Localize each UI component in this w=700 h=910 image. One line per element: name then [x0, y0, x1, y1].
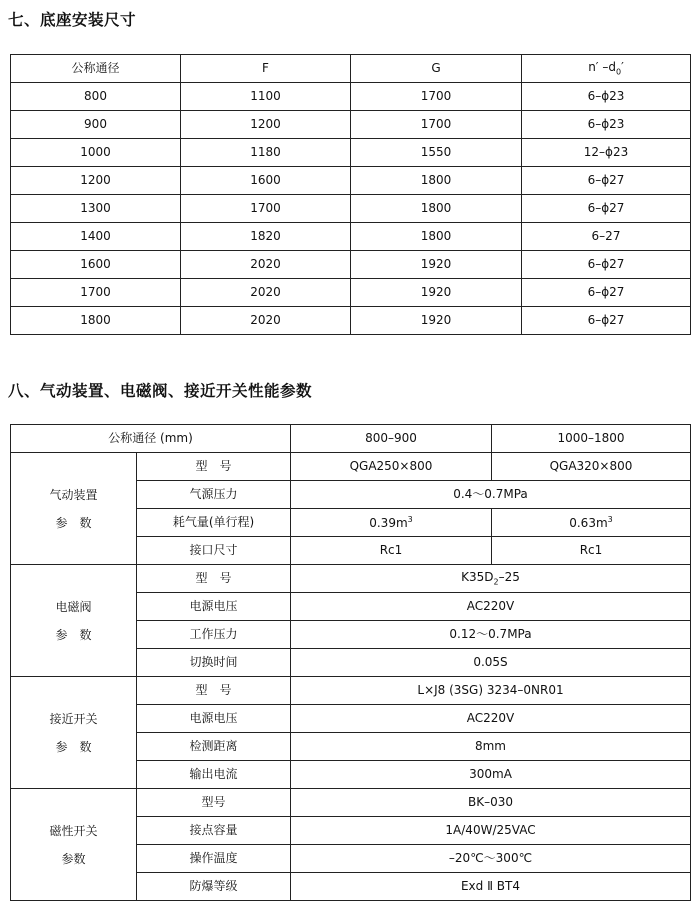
group-pneumatic: 气动装置 参 数: [11, 453, 137, 565]
label-model: 型 号: [137, 677, 291, 705]
table-row: [11, 279, 691, 307]
section-7-title: 七、底座安装尺寸: [8, 11, 137, 29]
cell-holes: 6–ϕ23: [522, 83, 691, 111]
value-operating-temp: –20℃～300℃: [291, 845, 691, 873]
table-row: [11, 139, 691, 167]
value-model: BK–030: [291, 789, 691, 817]
cell-holes: 6–ϕ27: [522, 307, 691, 335]
value-voltage: AC220V: [291, 593, 691, 621]
cell-holes: 6–ϕ27: [522, 195, 691, 223]
value-air-pressure: 0.4～0.7MPa: [291, 481, 691, 509]
value-explosion-grade: Exd Ⅱ BT4: [291, 873, 691, 901]
label-air-consumption: 耗气量(单行程): [137, 509, 291, 537]
cell-g: 1920: [351, 279, 522, 307]
label-contact-capacity: 接点容量: [137, 817, 291, 845]
label-detect-distance: 检测距离: [137, 733, 291, 761]
section-8-title: 八、气动装置、电磁阀、接近开关性能参数: [8, 382, 313, 400]
cell-f: 2020: [181, 279, 351, 307]
cell-f: 1600: [181, 167, 351, 195]
cell-holes: 6–ϕ23: [522, 111, 691, 139]
header-nominal-diameter: 公称通径 (mm): [11, 425, 291, 453]
label-output-current: 输出电流: [137, 761, 291, 789]
value-switch-time: 0.05S: [291, 649, 691, 677]
header-f: F: [181, 55, 351, 83]
cell-g: 1800: [351, 223, 522, 251]
label-air-pressure: 气源压力: [137, 481, 291, 509]
value-port-2: Rc1: [492, 537, 691, 565]
table-header-row: [11, 55, 691, 83]
table-row: [11, 307, 691, 335]
label-model: 型 号: [137, 565, 291, 593]
value-work-pressure: 0.12～0.7MPa: [291, 621, 691, 649]
label-voltage: 电源电压: [137, 593, 291, 621]
group-solenoid: 电磁阀 参 数: [11, 565, 137, 677]
cell-g: 1920: [351, 307, 522, 335]
cell-dn: 900: [11, 111, 181, 139]
cell-f: 1180: [181, 139, 351, 167]
label-work-pressure: 工作压力: [137, 621, 291, 649]
cell-f: 2020: [181, 251, 351, 279]
value-voltage: AC220V: [291, 705, 691, 733]
cell-g: 1800: [351, 167, 522, 195]
label-port-size: 接口尺寸: [137, 537, 291, 565]
cell-dn: 1000: [11, 139, 181, 167]
cell-f: 1700: [181, 195, 351, 223]
cell-dn: 1200: [11, 167, 181, 195]
table-row: [11, 83, 691, 111]
cell-f: 2020: [181, 307, 351, 335]
cell-holes: 12–ϕ23: [522, 139, 691, 167]
table-row: [11, 111, 691, 139]
table-row: [11, 195, 691, 223]
value-model: L×J8 (3SG) 3234–0NR01: [291, 677, 691, 705]
table-row: [11, 565, 691, 593]
table-row: [11, 453, 691, 481]
cell-g: 1700: [351, 83, 522, 111]
cell-g: 1700: [351, 111, 522, 139]
cell-f: 1100: [181, 83, 351, 111]
cell-holes: 6–ϕ27: [522, 167, 691, 195]
cell-g: 1920: [351, 251, 522, 279]
cell-f: 1200: [181, 111, 351, 139]
table-row: [11, 251, 691, 279]
group-magnetic: 磁性开关 参数: [11, 789, 137, 901]
cell-dn: 800: [11, 83, 181, 111]
label-operating-temp: 操作温度: [137, 845, 291, 873]
value-consumption-2: $0.63m^3$: [492, 509, 691, 537]
cell-g: 1550: [351, 139, 522, 167]
value-port-1: Rc1: [291, 537, 492, 565]
table-row: [11, 677, 691, 705]
performance-parameters-table: [10, 424, 691, 901]
table-row: [11, 223, 691, 251]
base-dimensions-table: [10, 54, 691, 335]
header-g: G: [351, 55, 522, 83]
value-contact-capacity: 1A/40W/25VAC: [291, 817, 691, 845]
value-detect-distance: 8mm: [291, 733, 691, 761]
cell-dn: 1600: [11, 251, 181, 279]
value-model-2: QGA320×800: [492, 453, 691, 481]
header-bolt-holes: n′ $-d_0'$: [522, 55, 691, 83]
label-explosion-grade: 防爆等级: [137, 873, 291, 901]
cell-f: 1820: [181, 223, 351, 251]
cell-dn: 1700: [11, 279, 181, 307]
label-voltage: 电源电压: [137, 705, 291, 733]
value-output-current: 300mA: [291, 761, 691, 789]
header-range-2: 1000–1800: [492, 425, 691, 453]
cell-holes: 6–ϕ27: [522, 251, 691, 279]
cell-holes: 6–ϕ27: [522, 279, 691, 307]
label-switch-time: 切换时间: [137, 649, 291, 677]
table-row: [11, 167, 691, 195]
label-model: 型号: [137, 789, 291, 817]
value-model-1: QGA250×800: [291, 453, 492, 481]
table-header-row: [11, 425, 691, 453]
header-range-1: 800–900: [291, 425, 492, 453]
group-proximity: 接近开关 参 数: [11, 677, 137, 789]
cell-dn: 1800: [11, 307, 181, 335]
label-model: 型 号: [137, 453, 291, 481]
cell-dn: 1300: [11, 195, 181, 223]
value-consumption-1: $0.39m^3$: [291, 509, 492, 537]
cell-holes: 6–27: [522, 223, 691, 251]
value-model: $K35D_2-25$: [291, 565, 691, 593]
table-row: [11, 789, 691, 817]
cell-dn: 1400: [11, 223, 181, 251]
header-nominal-diameter: 公称通径: [11, 55, 181, 83]
cell-g: 1800: [351, 195, 522, 223]
